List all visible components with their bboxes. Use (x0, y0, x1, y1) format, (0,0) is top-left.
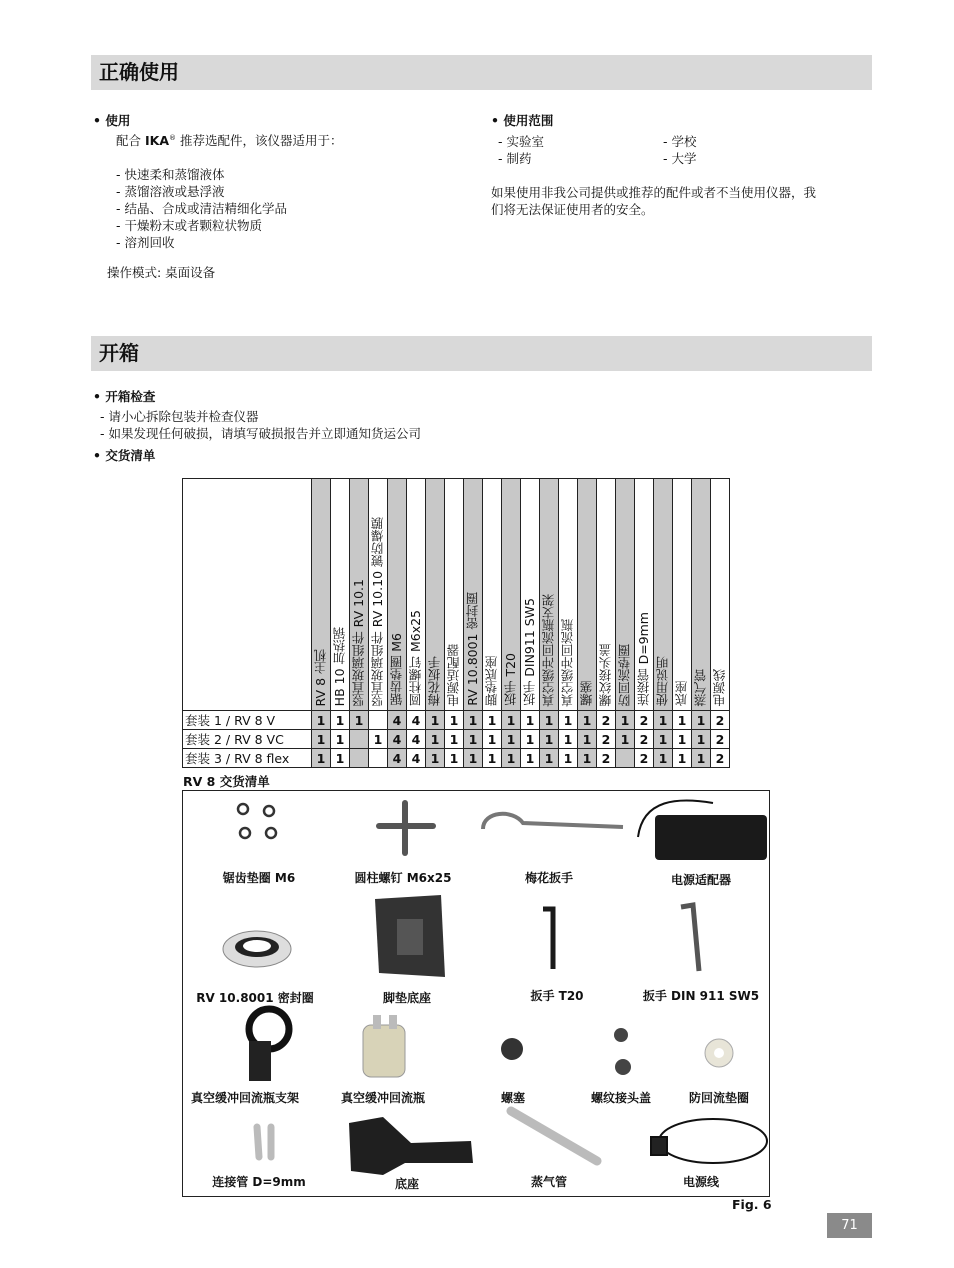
table-cell: 2 (635, 749, 654, 768)
foot-base-icon (375, 895, 445, 977)
column-header: 真空缓冲回流瓶支架 (540, 479, 559, 711)
caption-foot: 脚垫底座 (382, 991, 432, 1005)
t20-wrench-icon (543, 909, 553, 969)
cap-icon (614, 1028, 631, 1075)
table-cell (369, 711, 388, 730)
table-cell: 1 (616, 730, 635, 749)
caption-adapter: 电源适配器 (670, 873, 732, 887)
table-cell: 1 (426, 749, 445, 768)
table-cell: 1 (673, 730, 692, 749)
row-label: 套装 3 / RV 8 flex (183, 749, 312, 768)
sw5-wrench-icon (681, 905, 699, 971)
adapter-icon (638, 800, 767, 860)
table-cell: 2 (597, 730, 616, 749)
seal-icon (223, 931, 291, 967)
caption-ring: 防回流垫圈 (688, 1091, 750, 1105)
caption-seal: RV 10.8001 密封圈 (196, 991, 314, 1005)
table-cell: 1 (692, 730, 711, 749)
column-header: 竖直玻璃组件 RV 10.1 (350, 479, 369, 711)
column-header: 电源线 (711, 479, 730, 711)
list-item: - 干燥粉末或者颗粒状物质 (116, 218, 262, 233)
table-row (183, 711, 730, 730)
table-cell: 1 (559, 730, 578, 749)
ring-icon (705, 1039, 733, 1067)
caption-base: 底座 (394, 1177, 420, 1191)
table-cell (616, 749, 635, 768)
table-cell (350, 749, 369, 768)
caption-cord: 电源线 (682, 1175, 720, 1189)
column-header: 使用说明 (654, 479, 673, 711)
column-header: 连接管 D=9mm (635, 479, 654, 711)
list-item: - 快速柔和蒸馏液体 (116, 167, 225, 182)
table-cell: 1 (502, 749, 521, 768)
flask-icon (363, 1015, 405, 1077)
table-corner (183, 479, 312, 711)
table-cell: 1 (521, 730, 540, 749)
ika-brand: IKA (144, 133, 169, 149)
figure-title: RV 8 交货清单 (183, 774, 270, 789)
base-icon (349, 1117, 473, 1175)
warning-line: 们将无法保证使用者的安全。 (491, 202, 654, 217)
holder-icon (249, 1009, 289, 1081)
row-label: 套装 2 / RV 8 VC (183, 730, 312, 749)
column-header: 锯齿垫圈 M6 (388, 479, 407, 711)
section-title-correct-use: 正确使用 (99, 60, 179, 84)
delivery-figure (182, 790, 770, 1197)
column-header: 圆柱螺钉 M6x25 (407, 479, 426, 711)
row-label: 套装 1 / RV 8 V (183, 711, 312, 730)
table-cell: 1 (540, 711, 559, 730)
list-item: - 大学 (663, 151, 697, 166)
list-item: - 请小心拆除包装并检查仪器 (100, 409, 259, 424)
column-header: 电源适配器 (445, 479, 464, 711)
table-cell: 2 (597, 749, 616, 768)
tube-icon (257, 1127, 271, 1157)
scope-col-1 (498, 133, 544, 167)
table-cell: 1 (445, 730, 464, 749)
column-header: HB 10 加热锅 (331, 479, 350, 711)
plug-icon (501, 1038, 523, 1060)
table-cell: 1 (312, 749, 331, 768)
table-cell: 1 (654, 730, 673, 749)
table-cell: 1 (521, 749, 540, 768)
table-cell: 1 (426, 730, 445, 749)
table-cell: 1 (312, 711, 331, 730)
wrench-icon (483, 814, 623, 829)
table-cell: 1 (654, 749, 673, 768)
section-header-bar (91, 55, 872, 90)
table-cell: 1 (312, 730, 331, 749)
table-cell: 2 (635, 711, 654, 730)
table-cell: 1 (616, 711, 635, 730)
table-cell: 4 (407, 711, 426, 730)
table-cell: 2 (597, 711, 616, 730)
table-cell: 1 (331, 749, 350, 768)
table-cell: 4 (388, 711, 407, 730)
table-cell: 1 (483, 749, 502, 768)
list-item: - 如果发现任何破损，请填写破损报告并立即通知货运公司 (100, 426, 421, 441)
table-cell: 4 (388, 749, 407, 768)
table-cell: 1 (578, 711, 597, 730)
screw-icon (379, 803, 433, 853)
operation-mode: 操作模式: 桌面设备 (107, 265, 216, 280)
section-title-unpacking: 开箱 (99, 341, 139, 365)
table-cell: 1 (445, 749, 464, 768)
table-cell: 1 (350, 711, 369, 730)
column-header: 梅花扳手 (426, 479, 445, 711)
caption-plug: 螺塞 (500, 1091, 526, 1105)
table-cell: 4 (407, 730, 426, 749)
caption-vapor: 蒸气管 (530, 1175, 568, 1189)
table-row (183, 749, 730, 768)
scope-col-2 (663, 133, 696, 167)
use-intro-post: 推荐选配件，该仪器适用于： (176, 133, 343, 149)
check-heading: • 开箱检查 (93, 389, 156, 404)
warning-text (491, 184, 816, 218)
table-cell: 1 (540, 749, 559, 768)
table-cell: 1 (369, 730, 388, 749)
caption-flask: 真空缓冲回流瓶 (340, 1091, 426, 1105)
table-cell: 1 (331, 711, 350, 730)
caption-screw: 圆柱螺钉 M6x25 (354, 871, 452, 885)
caption-wrench: 梅花扳手 (524, 871, 574, 885)
table-cell: 1 (426, 711, 445, 730)
table-cell: 1 (673, 749, 692, 768)
registered-mark: ® (169, 134, 176, 142)
list-item: - 制药 (498, 151, 532, 166)
check-list (100, 408, 421, 442)
table-cell: 1 (654, 711, 673, 730)
column-header: 扳手 DIN911 SW5 (521, 479, 540, 711)
column-header: 螺纹接头盖 (597, 479, 616, 711)
table-cell: 2 (711, 749, 730, 768)
list-item: - 蒸馏溶液或悬浮液 (116, 184, 225, 199)
delivery-list-heading: • 交货清单 (93, 448, 156, 463)
use-intro-pre: 配合 (116, 133, 145, 149)
warning-line: 如果使用非我公司提供或推荐的配件或者不当使用仪器，我 (491, 185, 817, 200)
table-cell: 1 (692, 749, 711, 768)
column-header: 底座 (673, 479, 692, 711)
table-cell (350, 730, 369, 749)
column-header: RV 10.8001 密封圈 (464, 479, 483, 711)
table-cell: 1 (483, 711, 502, 730)
column-header: 竖直玻璃组件 RV 10.10 镀防爆膜 (369, 479, 388, 711)
caption-tube: 连接管 D=9mm (212, 1175, 306, 1189)
column-header: RV 8 主机 (312, 479, 331, 711)
column-header: 脚垫底座 (483, 479, 502, 711)
column-header: 防回流垫圈 (616, 479, 635, 711)
column-header: 螺塞 (578, 479, 597, 711)
table-cell: 2 (711, 730, 730, 749)
caption-holder: 真空缓冲回流瓶支架 (190, 1091, 300, 1105)
use-heading: • 使用 (93, 113, 131, 128)
table-row (183, 730, 730, 749)
table-cell: 1 (692, 711, 711, 730)
section-header-bar (91, 336, 872, 371)
page-number: 71 (827, 1213, 872, 1238)
figure-label: Fig. 6 (732, 1197, 772, 1212)
cord-icon (651, 1119, 767, 1163)
table-cell: 1 (483, 730, 502, 749)
table-cell: 1 (521, 711, 540, 730)
list-item: - 结晶、合成或清洁精细化学品 (116, 201, 287, 216)
column-header: 蒸气管 (692, 479, 711, 711)
table-header-row (183, 479, 730, 711)
caption-cap: 螺纹接头盖 (590, 1091, 652, 1105)
column-header: 扳手 T20 (502, 479, 521, 711)
use-intro (116, 130, 342, 149)
table-cell: 1 (559, 749, 578, 768)
table-cell: 1 (331, 730, 350, 749)
list-item: - 学校 (663, 134, 697, 149)
caption-sw5: 扳手 DIN 911 SW5 (642, 989, 760, 1003)
table-cell: 4 (388, 730, 407, 749)
table-cell: 1 (578, 749, 597, 768)
scope-heading: • 使用范围 (491, 113, 554, 128)
column-header: 真空缓冲回流瓶 (559, 479, 578, 711)
table-cell: 4 (407, 749, 426, 768)
delivery-table (182, 478, 730, 768)
table-cell: 1 (540, 730, 559, 749)
table-cell: 1 (502, 730, 521, 749)
caption-t20: 扳手 T20 (530, 989, 584, 1003)
list-item: - 溶剂回收 (116, 235, 175, 250)
table-cell: 1 (502, 711, 521, 730)
table-cell: 1 (559, 711, 578, 730)
table-cell: 1 (445, 711, 464, 730)
caption-washer: 锯齿垫圈 M6 (222, 871, 296, 885)
table-cell: 1 (673, 711, 692, 730)
table-cell: 1 (578, 730, 597, 749)
table-cell: 1 (464, 749, 483, 768)
table-cell: 1 (464, 711, 483, 730)
table-cell (369, 749, 388, 768)
use-list (116, 166, 287, 251)
washer-icon (238, 804, 276, 838)
table-cell: 2 (635, 730, 654, 749)
vapor-tube-icon (511, 1111, 597, 1161)
table-cell: 2 (711, 711, 730, 730)
table-cell: 1 (464, 730, 483, 749)
list-item: - 实验室 (498, 134, 544, 149)
